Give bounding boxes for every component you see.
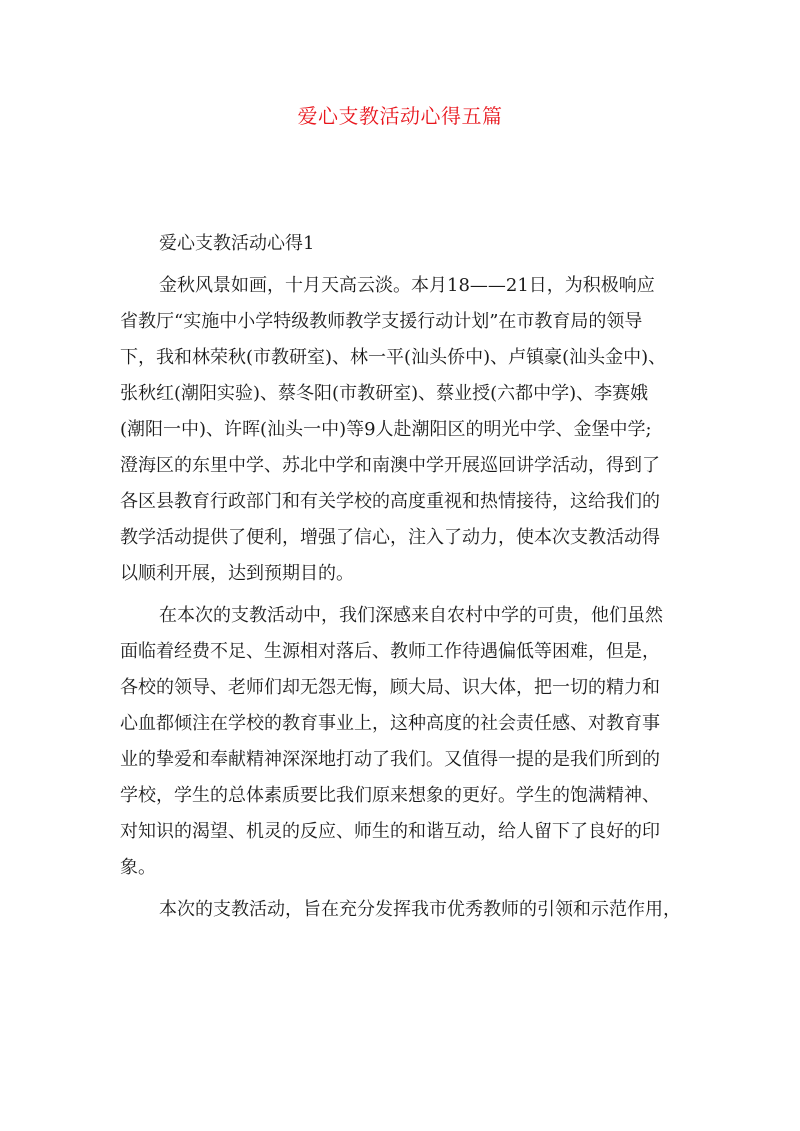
paragraph-line: 对知识的渴望、机灵的反应、师生的和谐互动，给人留下了良好的印 bbox=[120, 821, 660, 842]
paragraph-line: (潮阳一中)、许晖(汕头一中)等9人赴潮阳区的明光中学、金堡中学; bbox=[120, 419, 652, 440]
paragraph-2 bbox=[120, 598, 700, 886]
paragraph-line: 金秋风景如画，十月天高云淡。本月18——21日，为积极响应 bbox=[159, 275, 655, 296]
document-body bbox=[120, 226, 700, 928]
document-title: 爱心支教活动心得五篇 bbox=[297, 104, 503, 128]
paragraph-line: 以顺利开展，达到预期目的。 bbox=[120, 563, 354, 584]
paragraph-line: 业的挚爱和奉献精神深深地打动了我们。又值得一提的是我们所到的 bbox=[120, 749, 660, 770]
paragraph-line: 下，我和林荣秋(市教研室)、林一平(汕头侨中)、卢镇豪(汕头金中)、 bbox=[120, 347, 667, 368]
paragraph-line: 本次的支教活动，旨在充分发挥我市优秀教师的引领和示范作用， bbox=[159, 899, 681, 920]
section-heading: 爱心支教活动心得1 bbox=[159, 233, 315, 254]
paragraph-line: 张秋红(潮阳实验)、蔡冬阳(市教研室)、蔡业授(六都中学)、李赛娥 bbox=[120, 383, 649, 404]
paragraph-line: 学校，学生的总体素质要比我们原来想象的更好。学生的饱满精神、 bbox=[120, 785, 660, 806]
paragraph-line: 各区县教育行政部门和有关学校的高度重视和热情接待，这给我们的 bbox=[120, 491, 660, 512]
paragraph-line: 在本次的支教活动中，我们深感来自农村中学的可贵，他们虽然 bbox=[159, 605, 663, 626]
paragraph-line: 面临着经费不足、生源相对落后、教师工作待遇偏低等困难，但是， bbox=[120, 641, 660, 662]
paragraph-3 bbox=[120, 892, 700, 928]
paragraph-line: 教学活动提供了便利，增强了信心，注入了动力，使本次支教活动得 bbox=[120, 527, 660, 548]
paragraph-line: 澄海区的东里中学、苏北中学和南澳中学开展巡回讲学活动，得到了 bbox=[120, 455, 660, 476]
paragraph-line: 各校的领导、老师们却无怨无悔，顾大局、识大体，把一切的精力和 bbox=[120, 677, 660, 698]
paragraph-line: 心血都倾注在学校的教育事业上，这种高度的社会责任感、对教育事 bbox=[120, 713, 660, 734]
paragraph-1 bbox=[120, 268, 700, 592]
paragraph-line: 象。 bbox=[120, 857, 156, 878]
paragraph-line: 省教厅“实施中小学特级教师教学支援行动计划”在市教育局的领导 bbox=[120, 311, 643, 332]
